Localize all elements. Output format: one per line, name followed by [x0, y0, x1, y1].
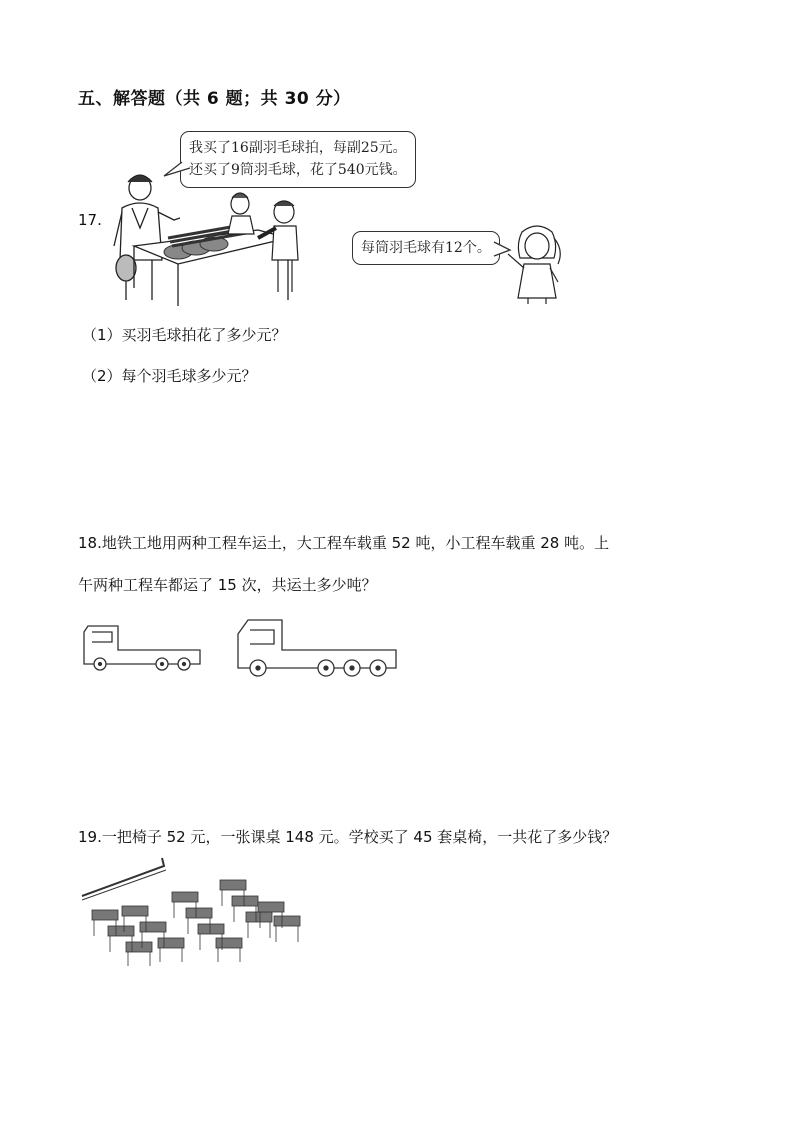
question-17-sub-1: （1）买羽毛球拍花了多少元？ [82, 326, 287, 344]
badminton-shop-illustration [108, 168, 308, 308]
girl-bubble-text: 每筒羽毛球有12个。 [361, 240, 491, 256]
question-17-number: 17. [78, 211, 102, 229]
large-truck-illustration [234, 616, 404, 678]
question-19-line-1: 19.一把椅子 52 元，一张课桌 148 元。学校买了 45 套桌椅，一共花了多少钱？ [78, 828, 618, 846]
question-18-line-1: 18.地铁工地用两种工程车运土，大工程车载重 52 吨，小工程车载重 28 吨。上 [78, 534, 610, 552]
classroom-desks-illustration [78, 858, 308, 968]
question-18-line-2: 午两种工程车都运了 15 次，共运土多少吨？ [78, 576, 377, 594]
girl-illustration [502, 224, 572, 304]
question-17-sub-2: （2）每个羽毛球多少元？ [82, 367, 257, 385]
section-title: 五、解答题（共 6 题；共 30 分） [78, 89, 351, 109]
bubble-line-1: 我买了16副羽毛球拍，每副25元。 [189, 140, 407, 156]
bubble-line-2: 还买了9筒羽毛球，花了540元钱。 [189, 162, 407, 179]
small-truck-illustration [80, 622, 210, 672]
girl-speech-bubble [352, 231, 500, 265]
